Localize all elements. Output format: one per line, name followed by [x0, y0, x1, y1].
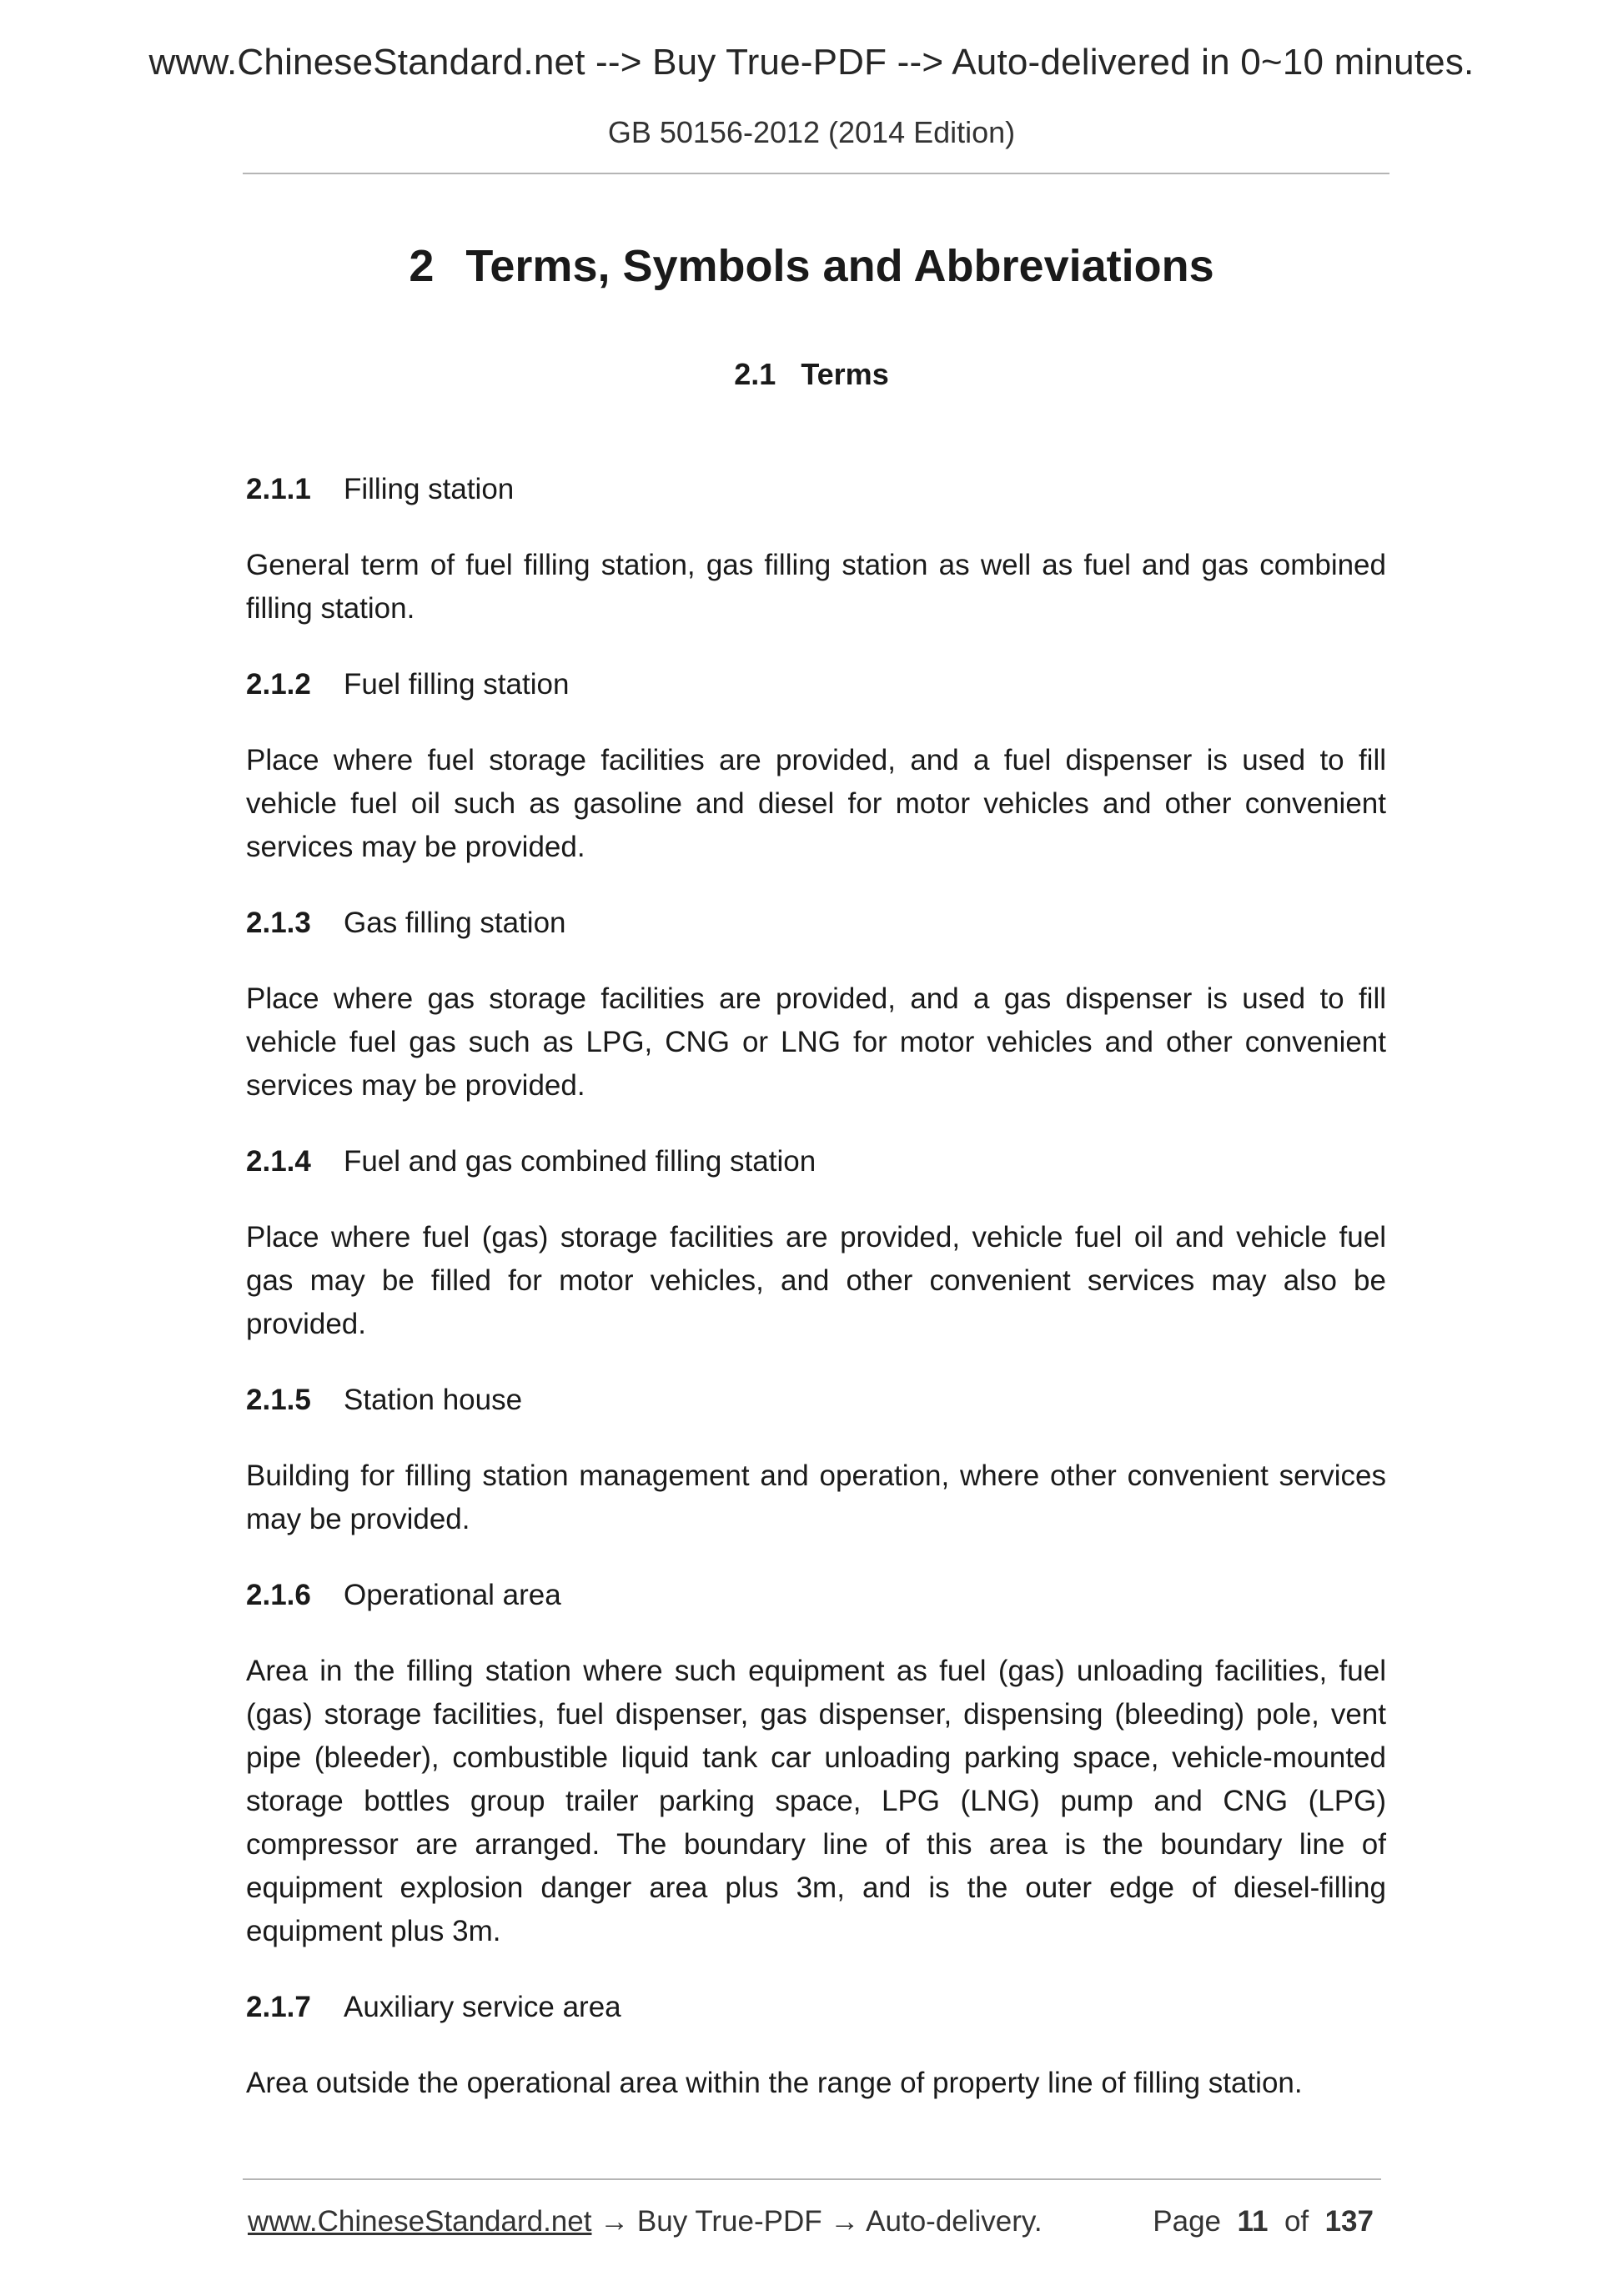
term-number: 2.1.3	[246, 907, 311, 939]
term-number: 2.1.2	[246, 668, 311, 701]
term-title: Gas filling station	[344, 907, 566, 939]
section-title: Terms	[801, 357, 889, 391]
total-pages-number: 137	[1324, 2205, 1374, 2238]
term-number: 2.1.7	[246, 1991, 311, 2023]
term-definition: General term of fuel filling station, gas filling station as well as fuel and gas combined filling station.	[246, 549, 1386, 625]
footer-divider	[243, 2178, 1381, 2180]
term-title: Auxiliary service area	[344, 1991, 621, 2023]
chapter-heading	[0, 240, 1623, 292]
term-definition: Area outside the operational area within the range of property line of filling station.	[246, 2067, 1303, 2099]
term-entry	[246, 902, 1386, 1108]
term-number: 2.1.5	[246, 1384, 311, 1416]
term-title: Filling station	[344, 473, 515, 505]
term-heading	[246, 663, 1386, 706]
section-heading	[0, 357, 1623, 392]
page-indicator	[1153, 2203, 1374, 2240]
term-definition: Place where fuel storage facilities are provided, and a fuel dispenser is used to fill vehicle fuel oil such as gasoline and diesel for motor vehicles and other convenient services may be provided.	[246, 744, 1386, 863]
term-definition: Place where fuel (gas) storage facilities are provided, vehicle fuel oil and vehicle fuel gas may be filled for motor vehicles, and other convenient services may also be provided.	[246, 1221, 1386, 1340]
term-entry	[246, 1986, 1386, 2105]
term-heading	[246, 1574, 1386, 1617]
term-definition: Place where gas storage facilities are provided, and a gas dispenser is used to fill vehicle fuel gas such as LPG, CNG or LNG for motor vehicles and other convenient services may be provided.	[246, 982, 1386, 1102]
of-label: of	[1284, 2205, 1309, 2238]
term-entry	[246, 663, 1386, 869]
term-entry	[246, 1379, 1386, 1541]
footer-promo	[248, 2203, 1043, 2240]
term-heading	[246, 1140, 1386, 1183]
term-number: 2.1.4	[246, 1145, 311, 1178]
term-heading	[246, 1379, 1386, 1422]
term-title: Fuel and gas combined filling station	[344, 1145, 817, 1178]
chapter-title: Terms, Symbols and Abbreviations	[465, 241, 1214, 291]
term-title: Fuel filling station	[344, 668, 570, 701]
section-number: 2.1	[734, 357, 776, 391]
term-definition: Area in the filling station where such equipment as fuel (gas) unloading facilities, fuel (gas) storage facilities, fuel dispenser, gas dispenser, dispensing (bleeding) pole, vent pipe (bleeder), combustible liquid tank car unloading parking space, vehicle-mounted storage bottles group trailer parking space, LPG (LNG) pump and CNG (LPG) compressor are arranged. The boundary line of this area is the boundary line of equipment explosion danger area plus 3m, and is the outer edge of diesel-filling equipment plus 3m.	[246, 1655, 1386, 1947]
term-entry	[246, 468, 1386, 631]
term-number: 2.1.1	[246, 473, 311, 505]
footer-promo-text: → Buy True-PDF → Auto-delivery.	[591, 2205, 1043, 2238]
terms-list	[246, 468, 1386, 2138]
banner-text: www.ChineseStandard.net --> Buy True-PDF --> Auto-delivered in 0~10 minutes.	[148, 42, 1475, 83]
page-label: Page	[1153, 2205, 1222, 2238]
footer-link[interactable]: www.ChineseStandard.net	[248, 2205, 592, 2238]
header-divider	[243, 173, 1389, 174]
current-page-number: 11	[1237, 2205, 1269, 2238]
term-entry	[246, 1574, 1386, 1953]
term-entry	[246, 1140, 1386, 1346]
term-number: 2.1.6	[246, 1579, 311, 1611]
term-title: Operational area	[344, 1579, 561, 1611]
term-heading	[246, 1986, 1386, 2029]
term-heading	[246, 902, 1386, 945]
chapter-number: 2	[409, 241, 435, 291]
standard-edition: GB 50156-2012 (2014 Edition)	[607, 115, 1016, 149]
term-heading	[246, 468, 1386, 511]
term-title: Station house	[344, 1384, 523, 1416]
term-definition: Building for filling station management and operation, where other convenient services may be provided.	[246, 1459, 1386, 1535]
